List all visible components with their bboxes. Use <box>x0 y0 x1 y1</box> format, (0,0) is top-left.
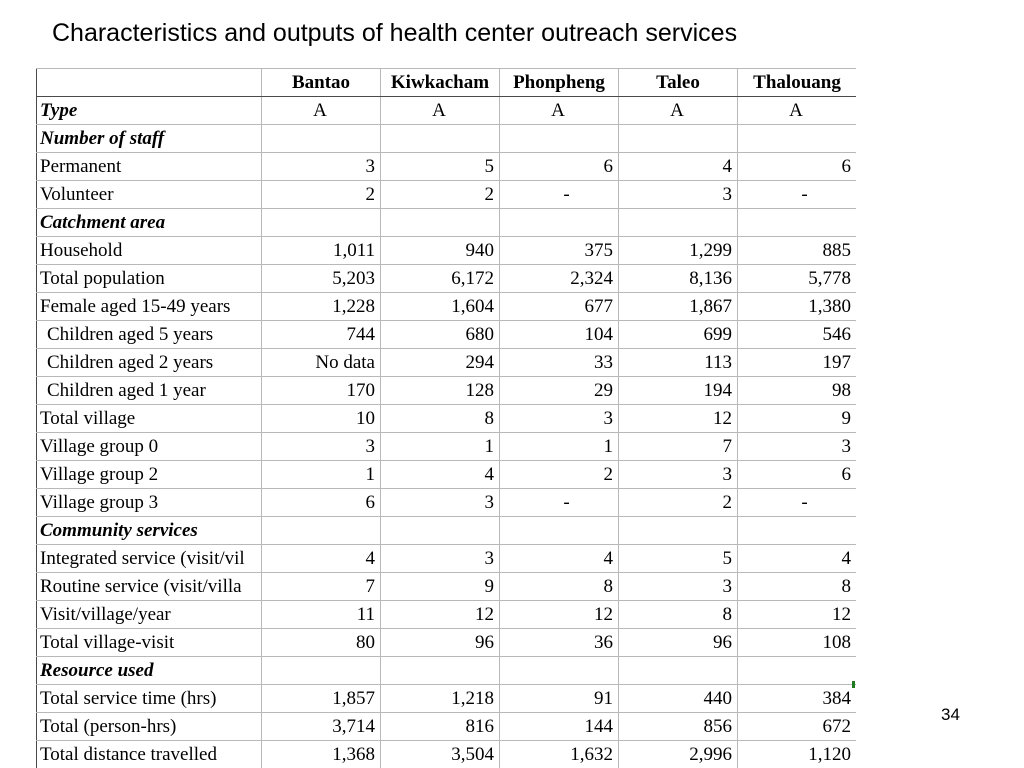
table-cell: 3 <box>262 153 381 181</box>
table-row <box>37 741 857 768</box>
table-cell <box>619 517 738 545</box>
row-label: Village group 3 <box>37 489 262 517</box>
table-cell: 2 <box>619 489 738 517</box>
row-label: Total service time (hrs) <box>37 685 262 713</box>
table-cell: 8 <box>381 405 500 433</box>
table-cell: 5 <box>619 545 738 573</box>
table-cell: 3 <box>619 573 738 601</box>
table-cell: 6 <box>738 461 857 489</box>
table-cell: 6 <box>738 153 857 181</box>
section-label: Catchment area <box>37 209 262 237</box>
table-cell: 6,172 <box>381 265 500 293</box>
row-label: Children aged 1 year <box>37 377 262 405</box>
table-cell: 5,778 <box>738 265 857 293</box>
table-cell: 6 <box>500 153 619 181</box>
table-cell: 1,011 <box>262 237 381 265</box>
table-row <box>37 405 857 433</box>
table-cell: 96 <box>381 629 500 657</box>
table-cell: 5 <box>381 153 500 181</box>
table-cell: 1 <box>500 433 619 461</box>
table-cell: 375 <box>500 237 619 265</box>
table-container <box>36 68 856 768</box>
table-cell: 440 <box>619 685 738 713</box>
section-label: Resource used <box>37 657 262 685</box>
table-cell: 2,324 <box>500 265 619 293</box>
table-cell: 1,632 <box>500 741 619 768</box>
table-cell <box>381 657 500 685</box>
table-cell: 11 <box>262 601 381 629</box>
table-cell: 8 <box>619 601 738 629</box>
table-cell: 1,604 <box>381 293 500 321</box>
table-cell <box>738 209 857 237</box>
table-cell: 2,996 <box>619 741 738 768</box>
table-cell: 8,136 <box>619 265 738 293</box>
table-cell: 1 <box>262 461 381 489</box>
table-cell <box>619 209 738 237</box>
table-cell: 10 <box>262 405 381 433</box>
table-cell: 144 <box>500 713 619 741</box>
table-cell: 128 <box>381 377 500 405</box>
row-label: Total village <box>37 405 262 433</box>
section-header-row <box>37 517 857 545</box>
table-row <box>37 265 857 293</box>
row-label: Total village-visit <box>37 629 262 657</box>
header-corner-cell <box>37 69 262 97</box>
table-cell: 4 <box>381 461 500 489</box>
table-cell: 91 <box>500 685 619 713</box>
column-header-thalouang: Thalouang <box>738 69 857 97</box>
page-number: 34 <box>941 705 960 724</box>
row-label: Total population <box>37 265 262 293</box>
table-cell <box>381 517 500 545</box>
row-label: Female aged 15-49 years <box>37 293 262 321</box>
table-cell: 680 <box>381 321 500 349</box>
table-cell: 1,299 <box>619 237 738 265</box>
table-cell: 6 <box>262 489 381 517</box>
table-cell: 744 <box>262 321 381 349</box>
section-header-row <box>37 125 857 153</box>
table-cell: 1,368 <box>262 741 381 768</box>
table-cell: 1 <box>381 433 500 461</box>
slide-title: Characteristics and outputs of health center outreach services <box>52 19 738 47</box>
table-cell: 113 <box>619 349 738 377</box>
row-label: Type <box>37 97 262 125</box>
table-cell: 12 <box>619 405 738 433</box>
row-label: Permanent <box>37 153 262 181</box>
table-cell: 3 <box>738 433 857 461</box>
table-cell: 1,380 <box>738 293 857 321</box>
table-cell: 2 <box>262 181 381 209</box>
table-cell: A <box>619 97 738 125</box>
row-label: Total distance travelled <box>37 741 262 768</box>
row-label: Village group 2 <box>37 461 262 489</box>
table-cell: 9 <box>738 405 857 433</box>
table-body <box>37 97 857 768</box>
table-row <box>37 237 857 265</box>
table-cell: 5,203 <box>262 265 381 293</box>
table-cell <box>619 125 738 153</box>
table-cell: A <box>738 97 857 125</box>
table-cell: 384 <box>738 685 857 713</box>
table-cell <box>262 657 381 685</box>
table-cell: 294 <box>381 349 500 377</box>
table-cell: 4 <box>500 545 619 573</box>
table-cell: - <box>500 489 619 517</box>
table-row <box>37 293 857 321</box>
table-row <box>37 97 857 125</box>
table-cell: 80 <box>262 629 381 657</box>
table-row <box>37 181 857 209</box>
table-cell: 1,218 <box>381 685 500 713</box>
table-row <box>37 601 857 629</box>
table-row <box>37 461 857 489</box>
green-edge-mark <box>852 681 855 688</box>
table-cell <box>381 209 500 237</box>
table-cell: 12 <box>381 601 500 629</box>
table-cell: 856 <box>619 713 738 741</box>
outreach-table <box>36 68 856 768</box>
table-cell <box>500 209 619 237</box>
row-label: Household <box>37 237 262 265</box>
table-cell <box>619 657 738 685</box>
table-header-row <box>37 69 857 97</box>
table-cell: 2 <box>381 181 500 209</box>
table-cell: 3 <box>619 461 738 489</box>
table-cell <box>262 517 381 545</box>
table-row <box>37 377 857 405</box>
section-header-row <box>37 657 857 685</box>
table-cell: 194 <box>619 377 738 405</box>
section-label: Number of staff <box>37 125 262 153</box>
row-label: Total (person-hrs) <box>37 713 262 741</box>
table-cell: 3 <box>381 545 500 573</box>
table-cell <box>500 657 619 685</box>
column-header-phonpheng: Phonpheng <box>500 69 619 97</box>
row-label: Children aged 5 years <box>37 321 262 349</box>
table-row <box>37 713 857 741</box>
row-label: Village group 0 <box>37 433 262 461</box>
table-cell: 3 <box>500 405 619 433</box>
table-cell: 940 <box>381 237 500 265</box>
table-cell: No data <box>262 349 381 377</box>
table-cell: 672 <box>738 713 857 741</box>
table-cell: 3 <box>619 181 738 209</box>
table-cell: 12 <box>738 601 857 629</box>
table-row <box>37 545 857 573</box>
table-row <box>37 349 857 377</box>
row-label: Children aged 2 years <box>37 349 262 377</box>
table-cell: 1,120 <box>738 741 857 768</box>
table-cell: 3,504 <box>381 741 500 768</box>
table-cell <box>500 517 619 545</box>
table-cell: 3 <box>262 433 381 461</box>
section-label: Community services <box>37 517 262 545</box>
table-cell <box>262 209 381 237</box>
table-cell: 197 <box>738 349 857 377</box>
row-label: Visit/village/year <box>37 601 262 629</box>
table-cell: 170 <box>262 377 381 405</box>
table-cell: 108 <box>738 629 857 657</box>
table-cell <box>500 125 619 153</box>
table-cell: 1,867 <box>619 293 738 321</box>
table-row <box>37 321 857 349</box>
table-cell: A <box>500 97 619 125</box>
table-row <box>37 433 857 461</box>
table-cell <box>738 657 857 685</box>
table-cell: 4 <box>619 153 738 181</box>
table-cell: 4 <box>738 545 857 573</box>
table-row <box>37 153 857 181</box>
table-cell: - <box>738 489 857 517</box>
table-cell: 8 <box>500 573 619 601</box>
table-row <box>37 489 857 517</box>
table-cell <box>381 125 500 153</box>
table-cell: 3,714 <box>262 713 381 741</box>
table-cell: 96 <box>619 629 738 657</box>
table-row <box>37 629 857 657</box>
section-header-row <box>37 209 857 237</box>
table-cell: 98 <box>738 377 857 405</box>
table-cell: 699 <box>619 321 738 349</box>
table-cell <box>262 125 381 153</box>
row-label: Routine service (visit/villa <box>37 573 262 601</box>
table-row <box>37 685 857 713</box>
table-cell: - <box>500 181 619 209</box>
table-cell: 29 <box>500 377 619 405</box>
table-cell: 4 <box>262 545 381 573</box>
table-cell: - <box>738 181 857 209</box>
table-row <box>37 573 857 601</box>
table-cell: 1,857 <box>262 685 381 713</box>
table-cell: 816 <box>381 713 500 741</box>
table-cell: 104 <box>500 321 619 349</box>
column-header-taleo: Taleo <box>619 69 738 97</box>
column-header-bantao: Bantao <box>262 69 381 97</box>
row-label: Volunteer <box>37 181 262 209</box>
table-cell: 36 <box>500 629 619 657</box>
table-cell: A <box>262 97 381 125</box>
table-cell: 546 <box>738 321 857 349</box>
table-cell: 33 <box>500 349 619 377</box>
table-cell: 7 <box>619 433 738 461</box>
table-cell: 12 <box>500 601 619 629</box>
table-cell: 3 <box>381 489 500 517</box>
row-label: Integrated service (visit/vil <box>37 545 262 573</box>
table-cell <box>738 125 857 153</box>
table-cell: 9 <box>381 573 500 601</box>
table-cell: 677 <box>500 293 619 321</box>
table-cell: 1,228 <box>262 293 381 321</box>
table-cell: A <box>381 97 500 125</box>
table-cell: 8 <box>738 573 857 601</box>
table-cell: 885 <box>738 237 857 265</box>
table-cell: 2 <box>500 461 619 489</box>
table-cell: 7 <box>262 573 381 601</box>
table-cell <box>738 517 857 545</box>
column-header-kiwkacham: Kiwkacham <box>381 69 500 97</box>
